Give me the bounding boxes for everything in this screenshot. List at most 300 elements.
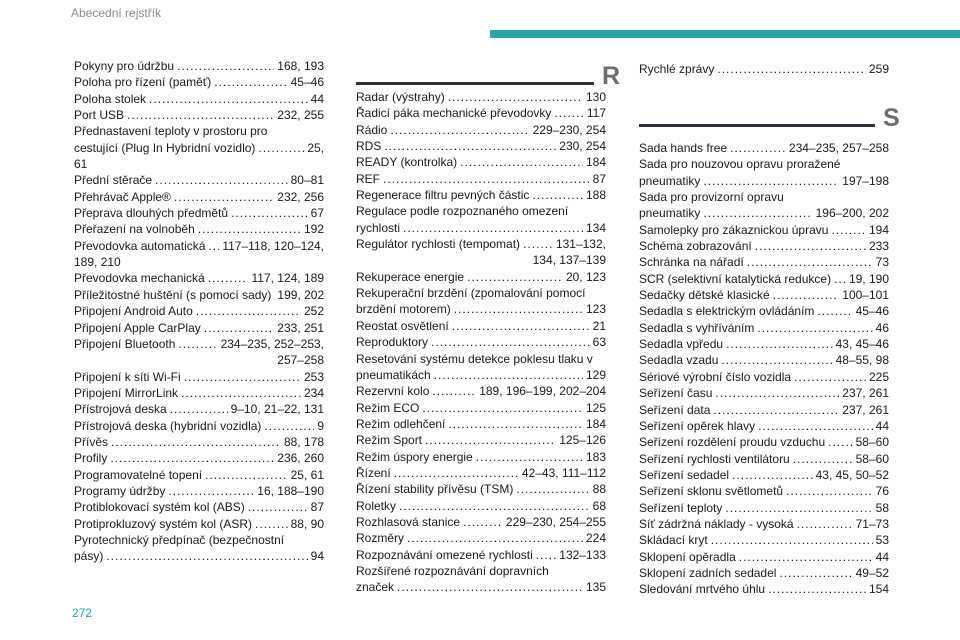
entry-term: Port USB — [74, 108, 125, 123]
entry-term: Převodovka automatická — [74, 238, 206, 253]
entry-pages: 49–52 — [855, 565, 889, 580]
entry-term: READY (kontrolka) — [356, 155, 458, 170]
dot-leader — [248, 499, 308, 515]
entry-pages: 184 — [585, 416, 606, 431]
index-entry — [639, 303, 889, 319]
entry-pages: 196–200, 202 — [815, 206, 889, 221]
entry-pages: 58–60 — [855, 451, 889, 466]
entry-pages: 100–101 — [842, 288, 889, 303]
index-entry — [356, 416, 606, 432]
entry-pages: 117 — [586, 106, 606, 121]
entry-term: Režim odlehčení — [356, 416, 446, 431]
header-accent-bar — [490, 30, 960, 38]
dot-leader — [383, 171, 590, 187]
index-entry — [639, 451, 889, 467]
dot-leader — [208, 238, 219, 254]
entry-term: Sériové výrobní číslo vozidla — [639, 369, 792, 384]
index-entry — [74, 336, 324, 352]
dot-leader — [758, 418, 873, 434]
index-column-3-top — [639, 61, 889, 77]
entry-pages: 229–230, 254–255 — [505, 514, 606, 529]
dot-leader — [177, 58, 274, 74]
dot-leader — [460, 154, 583, 170]
dot-leader — [127, 107, 274, 123]
dot-leader — [454, 301, 583, 317]
entry-term: Převodovka mechanická — [74, 271, 205, 286]
dot-leader — [448, 416, 583, 432]
dot-leader — [258, 140, 304, 156]
entry-term: rychlosti — [356, 220, 401, 235]
entry-term: Poloha pro řízení (paměť) — [74, 75, 212, 90]
dot-leader — [407, 530, 583, 546]
dot-leader — [170, 401, 228, 417]
entry-pages: 225 — [868, 369, 889, 384]
entry-term: Rozhlasová stanice — [356, 514, 461, 529]
entry-pages: 234 — [303, 385, 324, 400]
index-entry — [74, 369, 324, 385]
entry-term: SCR (selektivní katalytická redukce) — [639, 271, 832, 286]
index-entry-continuation: Sada pro nouzovou opravu proražené — [639, 157, 841, 172]
entry-pages: 46 — [875, 320, 889, 335]
entry-pages: 253 — [303, 369, 324, 384]
dot-leader — [399, 498, 590, 514]
dot-leader — [797, 516, 853, 532]
entry-term: Programy údržby — [74, 483, 166, 498]
index-entry-continuation: Regulace podle rozpoznaného omezení — [356, 204, 569, 219]
entry-term: Připojení Android Auto — [74, 304, 193, 319]
entry-pages: 9–10, 21–22, 131 — [230, 402, 324, 417]
entry-pages: 234–235, 252–253, — [220, 336, 324, 351]
dot-leader — [703, 173, 839, 189]
entry-term: pásy) — [74, 549, 104, 564]
dot-leader — [181, 385, 301, 401]
entry-pages: 21 — [592, 318, 606, 333]
entry-pages: 131–132, — [555, 237, 606, 252]
entry-term: Přístrojová deska (hybridní vozidla) — [74, 418, 262, 433]
index-entry — [639, 369, 889, 385]
entry-term: Sedadla s vyhříváním — [639, 320, 755, 335]
dot-leader — [174, 189, 274, 205]
entry-pages: 123 — [585, 302, 606, 317]
dot-leader — [110, 450, 274, 466]
entry-term: Rozpoznávání omezené rychlosti — [356, 547, 533, 562]
dot-leader — [397, 579, 583, 595]
entry-term: Seřízení času — [639, 386, 713, 401]
dot-leader — [739, 549, 873, 565]
index-entry-continuation: Resetování systému detekce poklesu tlaku v — [356, 351, 593, 366]
dot-leader — [747, 254, 873, 270]
dot-leader — [523, 236, 553, 252]
index-entry — [356, 530, 606, 546]
entry-term: Regenerace filtru pevných částic — [356, 188, 530, 203]
entry-pages: 125–126 — [559, 433, 606, 448]
index-entry — [74, 385, 324, 401]
dot-leader — [425, 432, 556, 448]
index-entry — [74, 140, 324, 156]
entry-term: Seřízení sklonu světlometů — [639, 484, 784, 499]
entry-pages: 135 — [585, 580, 606, 595]
dot-leader — [554, 105, 583, 121]
entry-pages: 16, 188–190 — [257, 483, 324, 498]
index-entry — [74, 107, 324, 123]
entry-term: Reproduktory — [356, 335, 429, 350]
entry-term: Rezervní kolo — [356, 384, 430, 399]
dot-leader — [730, 140, 786, 156]
entry-pages: 230, 254 — [559, 139, 606, 154]
entry-term: Rádio — [356, 122, 388, 137]
dot-leader — [711, 532, 873, 548]
index-entry-continuation: 134, 137–139 — [532, 253, 606, 268]
index-entry — [356, 154, 606, 170]
index-entry — [639, 385, 889, 401]
entry-pages: 44 — [310, 91, 324, 106]
index-entry — [74, 189, 324, 205]
index-entry — [356, 383, 606, 399]
entry-pages: 19, 190 — [848, 271, 889, 286]
entry-term: Sada hands free — [639, 141, 728, 155]
entry-pages: 130 — [585, 90, 606, 104]
dot-leader — [255, 516, 288, 532]
dot-leader — [422, 400, 583, 416]
dot-leader — [111, 434, 281, 450]
index-entry-continuation: Pyrotechnický předpínač (bezpečnostní — [74, 532, 285, 547]
index-entry — [74, 270, 324, 286]
dot-leader — [786, 483, 873, 499]
entry-pages: 25, — [307, 140, 324, 155]
entry-pages: 234–235, 257–258 — [788, 141, 889, 155]
dot-leader — [394, 465, 519, 481]
entry-term: Rekuperace energie — [356, 269, 465, 284]
index-entry — [639, 402, 889, 418]
index-entry — [356, 89, 606, 105]
entry-pages: 76 — [875, 484, 889, 499]
index-entry — [639, 205, 889, 221]
entry-term: REF — [356, 171, 380, 186]
entry-pages: 117, 124, 189 — [251, 271, 324, 286]
entry-pages: 197–198 — [842, 173, 889, 188]
entry-pages: 168, 193 — [277, 59, 324, 73]
index-entry — [74, 172, 324, 188]
entry-term: Sedadla vpředu — [639, 337, 724, 352]
index-entry — [639, 549, 889, 565]
dot-leader — [755, 238, 866, 254]
entry-pages: 134 — [585, 220, 606, 235]
index-entry-continuation: Sada pro provizorní opravu — [639, 190, 784, 205]
dot-leader — [184, 369, 301, 385]
entry-pages: 259 — [868, 62, 889, 76]
entry-term: Profily — [74, 451, 108, 466]
entry-pages: 229–230, 254 — [532, 122, 606, 137]
dot-leader — [532, 187, 583, 203]
index-entry — [74, 74, 324, 90]
entry-pages: 125 — [585, 400, 606, 415]
entry-term: pneumatikách — [356, 367, 431, 382]
entry-pages: 71–73 — [855, 516, 889, 531]
entry-term: Seřízení data — [639, 402, 711, 417]
entry-pages: 87 — [592, 171, 606, 186]
dot-leader — [793, 451, 853, 467]
dot-leader — [168, 483, 254, 499]
index-entry — [356, 579, 606, 595]
index-entry — [74, 483, 324, 499]
index-entry-continuation: Rekuperační brzdění (zpomalování pomocí — [356, 286, 586, 301]
dot-leader — [828, 434, 853, 450]
entry-pages: 189, 196–199, 202–204 — [479, 384, 606, 399]
entry-term: Přívěs — [74, 434, 109, 449]
dot-leader — [231, 205, 308, 221]
entry-pages: 53 — [875, 533, 889, 548]
index-entry — [74, 467, 324, 483]
entry-pages: 48–55, 98 — [835, 353, 889, 368]
entry-term: Skládací kryt — [639, 533, 708, 548]
entry-term: Seřízení rozdělení proudu vzduchu — [639, 435, 826, 450]
dot-leader — [467, 269, 563, 285]
dot-leader — [725, 500, 872, 516]
index-entry — [356, 465, 606, 481]
entry-pages: 58–60 — [855, 435, 889, 450]
entry-pages: 43, 45, 50–52 — [815, 467, 889, 482]
entry-pages: 67 — [310, 206, 324, 221]
entry-term: Sedadla s elektrickým ovládáním — [639, 304, 815, 319]
entry-pages: 233, 251 — [277, 320, 324, 335]
entry-term: Sedadla vzadu — [639, 353, 719, 368]
entry-pages: 88, 178 — [283, 434, 324, 449]
index-entry — [639, 467, 889, 483]
index-entry — [74, 303, 324, 319]
entry-pages: 88 — [592, 482, 606, 497]
index-entry — [639, 173, 889, 189]
index-entry-continuation: Rozšířené rozpoznávání dopravních — [356, 563, 549, 578]
section-letter: R — [602, 62, 621, 90]
index-entry-continuation: Přednastavení teploty v prostoru pro — [74, 124, 268, 139]
index-entry — [356, 449, 606, 465]
index-entry — [356, 105, 606, 121]
dot-leader — [717, 61, 866, 77]
dot-leader — [106, 548, 307, 564]
entry-term: pneumatiky — [639, 206, 701, 221]
entry-term: Přeřazení na volnoběh — [74, 222, 195, 237]
dot-leader — [831, 222, 866, 238]
index-entry — [356, 514, 606, 530]
entry-term: Seřízení opěrek hlavy — [639, 418, 756, 433]
index-entry — [74, 450, 324, 466]
entry-term: Seřízení rychlosti ventilátoru — [639, 451, 790, 466]
dot-leader — [178, 336, 217, 352]
entry-term: Protiprokluzový systém kol (ASR) — [74, 516, 253, 531]
index-entry — [639, 238, 889, 254]
dot-leader — [452, 318, 590, 334]
dot-leader — [448, 89, 583, 105]
entry-term: Poloha stolek — [74, 91, 147, 106]
entry-term: Samolepky pro zákaznickou úpravu — [639, 222, 829, 237]
index-column-3 — [639, 140, 889, 598]
entry-term: Řadicí páka mechanické převodovky — [356, 106, 552, 121]
entry-term: Režim ECO — [356, 400, 420, 415]
entry-pages: 73 — [875, 255, 889, 270]
entry-term: Schránka na nářadí — [639, 255, 744, 270]
dot-leader — [431, 334, 590, 350]
index-entry — [74, 418, 324, 434]
section-letter: S — [883, 104, 900, 132]
entry-pages: 117–118, 120–124, — [222, 238, 324, 253]
index-entry — [639, 222, 889, 238]
index-entry — [639, 500, 889, 516]
index-entry — [639, 418, 889, 434]
dot-leader — [384, 138, 556, 154]
entry-term: Radar (výstrahy) — [356, 90, 445, 104]
dot-leader — [773, 287, 840, 303]
entry-term: Přední stěrače — [74, 173, 153, 188]
entry-term: pneumatiky — [639, 173, 701, 188]
entry-pages: 9 — [317, 418, 324, 433]
index-entry — [356, 138, 606, 154]
entry-term: cestující (Plug In Hybridní vozidlo) — [74, 140, 256, 155]
dot-leader — [204, 320, 275, 336]
dot-leader — [476, 449, 583, 465]
entry-pages: 42–43, 111–112 — [521, 465, 606, 480]
entry-pages: 58 — [875, 500, 889, 515]
dot-leader — [794, 369, 866, 385]
entry-term: Režim úspory energie — [356, 449, 473, 464]
index-entry — [639, 254, 889, 270]
entry-term: Přeprava dlouhých předmětů — [74, 206, 229, 221]
index-column-1 — [74, 58, 324, 565]
index-entry — [356, 334, 606, 350]
entry-pages: 188 — [585, 188, 606, 203]
dot-leader — [768, 581, 866, 597]
entry-term: Připojení k síti Wi-Fi — [74, 369, 181, 384]
index-entry — [639, 271, 889, 287]
entry-term: brzdění motorem) — [356, 302, 451, 317]
dot-leader — [214, 74, 287, 90]
index-entry — [356, 236, 606, 252]
dot-leader — [516, 481, 589, 497]
entry-term: Seřízení sedadel — [639, 467, 730, 482]
index-entry — [356, 318, 606, 334]
entry-pages: 237, 261 — [842, 386, 889, 401]
index-entry-continuation: 189, 210 — [74, 255, 121, 270]
index-entry — [639, 336, 889, 352]
entry-term: Roletky — [356, 498, 397, 513]
dot-leader — [149, 91, 308, 107]
dot-leader — [196, 303, 301, 319]
entry-pages: 63 — [592, 335, 606, 350]
index-entry — [356, 122, 606, 138]
header-title: Abecední rejstřík — [71, 6, 162, 20]
dot-leader — [390, 122, 529, 138]
dot-leader — [432, 383, 476, 399]
index-column-2 — [356, 89, 606, 596]
entry-pages: 224 — [585, 531, 606, 546]
entry-pages: 184 — [585, 155, 606, 170]
index-entry — [74, 91, 324, 107]
entry-pages: 80–81 — [290, 173, 324, 188]
entry-term: Řízení stability přívěsu (TSM) — [356, 482, 514, 497]
entry-pages: 88, 90 — [290, 516, 324, 531]
entry-term: Reostat osvětlení — [356, 318, 449, 333]
dot-leader — [779, 565, 852, 581]
entry-term: značek — [356, 580, 395, 595]
dot-leader — [463, 514, 503, 530]
dot-leader — [205, 467, 288, 483]
entry-term: Připojení MirrorLink — [74, 385, 179, 400]
index-entry — [356, 481, 606, 497]
entry-pages: 237, 261 — [842, 402, 889, 417]
index-entry — [74, 205, 324, 221]
entry-pages: 25, 61 — [290, 467, 324, 482]
entry-term: Rychlé zprávy — [639, 62, 715, 76]
index-entry — [74, 287, 324, 303]
entry-pages: 87 — [310, 500, 324, 515]
entry-term: Připojení Bluetooth — [74, 336, 176, 351]
index-entry — [639, 565, 889, 581]
index-entry — [356, 498, 606, 514]
dot-leader — [703, 205, 812, 221]
entry-pages: 232, 256 — [277, 189, 324, 204]
entry-pages: 45–46 — [290, 75, 324, 90]
index-entry — [74, 238, 324, 254]
section-divider — [356, 82, 594, 85]
entry-pages: 132–133 — [559, 547, 606, 562]
entry-term: Rozměry — [356, 531, 405, 546]
entry-pages: 252 — [303, 304, 324, 319]
entry-term: Sklopení zadních sedadel — [639, 565, 777, 580]
index-entry — [356, 301, 606, 317]
index-entry — [356, 171, 606, 187]
index-entry — [74, 499, 324, 515]
index-entry — [356, 432, 606, 448]
entry-term: Přístrojová deska — [74, 402, 167, 417]
index-entry — [356, 367, 606, 383]
index-entry — [74, 401, 324, 417]
index-entry — [74, 58, 324, 74]
entry-term: Příležitostné huštění (s pomocí sady) — [74, 287, 272, 302]
dot-leader — [434, 367, 583, 383]
index-entry — [356, 187, 606, 203]
entry-pages: 94 — [310, 549, 324, 564]
entry-pages: 233 — [868, 239, 889, 254]
entry-pages: 20, 123 — [565, 269, 606, 284]
index-entry-continuation: 257–258 — [277, 353, 324, 368]
entry-pages: 194 — [868, 222, 889, 237]
index-entry — [639, 581, 889, 597]
dot-leader — [713, 402, 839, 418]
index-entry — [639, 287, 889, 303]
entry-term: Protiblokovací systém kol (ABS) — [74, 500, 245, 515]
dot-leader — [817, 303, 852, 319]
index-entry — [74, 516, 324, 532]
entry-pages: 129 — [585, 367, 606, 382]
entry-term: Programovatelné topení — [74, 467, 203, 482]
page-number: 272 — [72, 606, 93, 620]
dot-leader — [403, 220, 583, 236]
index-entry — [639, 140, 889, 156]
index-entry — [356, 547, 606, 563]
dot-leader — [757, 320, 872, 336]
entry-pages: 43, 45–46 — [835, 337, 889, 352]
index-entry — [74, 548, 324, 564]
index-entry — [356, 400, 606, 416]
index-entry — [74, 221, 324, 237]
entry-pages: 44 — [875, 549, 889, 564]
index-entry — [639, 61, 889, 77]
entry-term: Řízení — [356, 465, 391, 480]
entry-term: Sledování mrtvého úhlu — [639, 582, 766, 597]
dot-leader — [155, 172, 288, 188]
index-entry — [639, 532, 889, 548]
dot-leader — [536, 547, 557, 563]
entry-term: Připojení Apple CarPlay — [74, 320, 201, 335]
